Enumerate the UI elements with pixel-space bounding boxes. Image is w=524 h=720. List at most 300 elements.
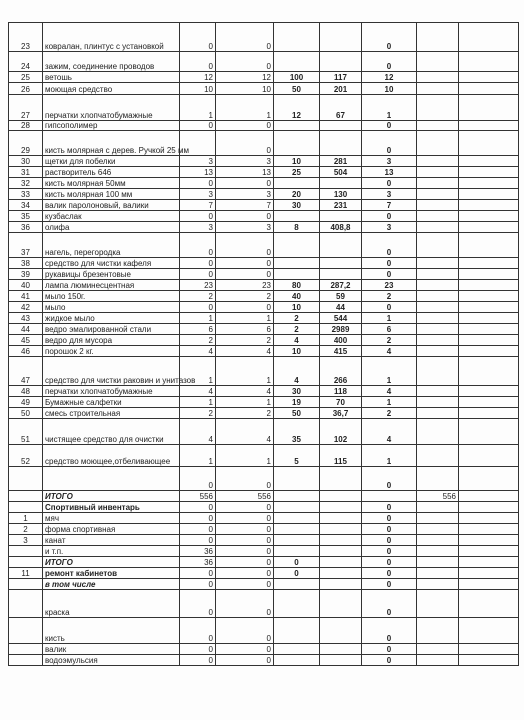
table-row xyxy=(9,258,519,269)
total-value xyxy=(417,644,459,655)
count-value: 19 xyxy=(274,397,320,408)
quantity-actual: 0 xyxy=(216,23,274,52)
quantity-actual: 0 xyxy=(216,557,274,568)
total-value xyxy=(417,167,459,178)
row-number: 29 xyxy=(9,131,43,156)
quantity-planned: 556 xyxy=(180,491,216,502)
extra-cell xyxy=(459,335,519,346)
quantity-actual: 4 xyxy=(216,386,274,397)
price-value: 2989 xyxy=(320,324,362,335)
total-value xyxy=(417,386,459,397)
table-row xyxy=(9,291,519,302)
total-value xyxy=(417,502,459,513)
total-value xyxy=(417,269,459,280)
table-row xyxy=(9,386,519,397)
count-value xyxy=(274,269,320,280)
price-value: 281 xyxy=(320,156,362,167)
count-value xyxy=(274,491,320,502)
count-value xyxy=(274,535,320,546)
quantity-actual: 0 xyxy=(216,131,274,156)
result-value: 0 xyxy=(362,655,417,666)
row-number: 26 xyxy=(9,83,43,95)
total-value xyxy=(417,200,459,211)
item-name: Бумажные салфетки xyxy=(43,397,180,408)
quantity-actual: 4 xyxy=(216,346,274,357)
price-value xyxy=(320,644,362,655)
price-value: 130 xyxy=(320,189,362,200)
price-value: 117 xyxy=(320,72,362,83)
quantity-actual: 0 xyxy=(216,546,274,557)
count-value: 2 xyxy=(274,324,320,335)
item-name: моющая средство xyxy=(43,83,180,95)
extra-cell xyxy=(459,491,519,502)
item-name: порошок 2 кг. xyxy=(43,346,180,357)
result-value: 0 xyxy=(362,258,417,269)
row-number: 32 xyxy=(9,178,43,189)
price-value: 44 xyxy=(320,302,362,313)
row-number xyxy=(9,557,43,568)
row-number: 30 xyxy=(9,156,43,167)
quantity-actual: 1 xyxy=(216,445,274,467)
result-value: 1 xyxy=(362,445,417,467)
count-value: 25 xyxy=(274,167,320,178)
count-value: 80 xyxy=(274,280,320,291)
count-value xyxy=(274,467,320,491)
item-name: жидкое мыло xyxy=(43,313,180,324)
total-value xyxy=(417,524,459,535)
quantity-actual: 2 xyxy=(216,335,274,346)
table-row xyxy=(9,618,519,644)
quantity-actual: 0 xyxy=(216,568,274,579)
quantity-actual: 0 xyxy=(216,233,274,258)
row-number: 41 xyxy=(9,291,43,302)
result-value: 0 xyxy=(362,23,417,52)
price-value xyxy=(320,557,362,568)
quantity-actual: 1 xyxy=(216,95,274,121)
table-row xyxy=(9,131,519,156)
extra-cell xyxy=(459,397,519,408)
quantity-actual: 1 xyxy=(216,357,274,386)
quantity-actual: 7 xyxy=(216,200,274,211)
item-name xyxy=(43,467,180,491)
row-number: 11 xyxy=(9,568,43,579)
table-row xyxy=(9,52,519,72)
table-row xyxy=(9,397,519,408)
price-value xyxy=(320,618,362,644)
quantity-actual: 0 xyxy=(216,618,274,644)
extra-cell xyxy=(459,445,519,467)
result-value: 4 xyxy=(362,386,417,397)
quantity-planned: 2 xyxy=(180,335,216,346)
count-value xyxy=(274,211,320,222)
result-value: 0 xyxy=(362,579,417,590)
count-value: 30 xyxy=(274,386,320,397)
extra-cell xyxy=(459,524,519,535)
table-row xyxy=(9,302,519,313)
total-value xyxy=(417,95,459,121)
quantity-planned: 0 xyxy=(180,655,216,666)
table-row xyxy=(9,167,519,178)
quantity-planned: 7 xyxy=(180,200,216,211)
quantity-actual: 0 xyxy=(216,579,274,590)
total-value xyxy=(417,291,459,302)
count-value xyxy=(274,131,320,156)
count-value: 40 xyxy=(274,291,320,302)
quantity-planned: 0 xyxy=(180,211,216,222)
price-value xyxy=(320,211,362,222)
total-value xyxy=(417,52,459,72)
total-value xyxy=(417,313,459,324)
inventory-table xyxy=(8,22,519,666)
extra-cell xyxy=(459,302,519,313)
extra-cell xyxy=(459,178,519,189)
result-value: 7 xyxy=(362,200,417,211)
count-value xyxy=(274,502,320,513)
item-name: канат xyxy=(43,535,180,546)
quantity-planned: 0 xyxy=(180,269,216,280)
count-value xyxy=(274,644,320,655)
table-row xyxy=(9,200,519,211)
total-value xyxy=(417,590,459,618)
quantity-planned: 1 xyxy=(180,357,216,386)
quantity-actual: 0 xyxy=(216,211,274,222)
result-value: 0 xyxy=(362,233,417,258)
extra-cell xyxy=(459,258,519,269)
extra-cell xyxy=(459,644,519,655)
row-number xyxy=(9,502,43,513)
result-value: 0 xyxy=(362,524,417,535)
item-name: кисть молярная с дерев. Ручкой 25 мм xyxy=(43,131,180,156)
table-row xyxy=(9,23,519,52)
count-value: 10 xyxy=(274,156,320,167)
total-value xyxy=(417,211,459,222)
quantity-planned: 4 xyxy=(180,419,216,445)
result-value: 10 xyxy=(362,83,417,95)
extra-cell xyxy=(459,386,519,397)
table-row xyxy=(9,269,519,280)
total-value xyxy=(417,513,459,524)
count-value: 10 xyxy=(274,346,320,357)
result-value: 6 xyxy=(362,324,417,335)
price-value xyxy=(320,579,362,590)
item-name: рукавицы брезентовые xyxy=(43,269,180,280)
extra-cell xyxy=(459,83,519,95)
quantity-actual: 0 xyxy=(216,121,274,131)
row-number: 38 xyxy=(9,258,43,269)
total-value xyxy=(417,222,459,233)
quantity-actual: 0 xyxy=(216,178,274,189)
total-value xyxy=(417,557,459,568)
quantity-actual: 13 xyxy=(216,167,274,178)
item-name: водоэмульсия xyxy=(43,655,180,666)
extra-cell xyxy=(459,211,519,222)
result-value: 4 xyxy=(362,419,417,445)
total-value xyxy=(417,280,459,291)
extra-cell xyxy=(459,167,519,178)
item-name: средство для чистки раковин и унитазов xyxy=(43,357,180,386)
row-number: 39 xyxy=(9,269,43,280)
quantity-actual: 4 xyxy=(216,419,274,445)
row-number: 37 xyxy=(9,233,43,258)
result-value: 0 xyxy=(362,618,417,644)
price-value xyxy=(320,131,362,156)
count-value xyxy=(274,655,320,666)
price-value xyxy=(320,535,362,546)
result-value: 1 xyxy=(362,95,417,121)
total-value xyxy=(417,357,459,386)
price-value: 59 xyxy=(320,291,362,302)
extra-cell xyxy=(459,655,519,666)
row-number: 34 xyxy=(9,200,43,211)
quantity-planned: 0 xyxy=(180,535,216,546)
table-row xyxy=(9,357,519,386)
price-value: 266 xyxy=(320,357,362,386)
item-name: мяч xyxy=(43,513,180,524)
quantity-planned: 0 xyxy=(180,524,216,535)
row-number: 24 xyxy=(9,52,43,72)
extra-cell xyxy=(459,313,519,324)
count-value: 50 xyxy=(274,83,320,95)
total-value xyxy=(417,568,459,579)
row-number: 49 xyxy=(9,397,43,408)
result-value: 0 xyxy=(362,535,417,546)
row-number: 48 xyxy=(9,386,43,397)
quantity-planned: 4 xyxy=(180,346,216,357)
table-row xyxy=(9,189,519,200)
row-number: 44 xyxy=(9,324,43,335)
quantity-actual: 2 xyxy=(216,291,274,302)
quantity-planned: 4 xyxy=(180,386,216,397)
count-value: 0 xyxy=(274,557,320,568)
result-value: 0 xyxy=(362,302,417,313)
price-value: 102 xyxy=(320,419,362,445)
row-number: 42 xyxy=(9,302,43,313)
total-value xyxy=(417,579,459,590)
item-name: нагель, перегородка xyxy=(43,233,180,258)
quantity-actual: 23 xyxy=(216,280,274,291)
extra-cell xyxy=(459,590,519,618)
quantity-planned: 0 xyxy=(180,233,216,258)
extra-cell xyxy=(459,467,519,491)
row-number: 2 xyxy=(9,524,43,535)
extra-cell xyxy=(459,618,519,644)
row-number: 45 xyxy=(9,335,43,346)
table-row xyxy=(9,178,519,189)
count-value xyxy=(274,121,320,131)
quantity-planned: 0 xyxy=(180,302,216,313)
count-value xyxy=(274,258,320,269)
extra-cell xyxy=(459,131,519,156)
extra-cell xyxy=(459,222,519,233)
quantity-planned: 0 xyxy=(180,258,216,269)
result-value: 13 xyxy=(362,167,417,178)
table-body xyxy=(9,23,519,666)
table-row xyxy=(9,524,519,535)
total-value xyxy=(417,618,459,644)
item-name: гипсополимер xyxy=(43,121,180,131)
price-value: 415 xyxy=(320,346,362,357)
item-name: лампа люминесцентная xyxy=(43,280,180,291)
table-row xyxy=(9,546,519,557)
result-value: 0 xyxy=(362,467,417,491)
extra-cell xyxy=(459,233,519,258)
quantity-planned: 3 xyxy=(180,156,216,167)
table-row xyxy=(9,156,519,167)
price-value: 201 xyxy=(320,83,362,95)
item-name: ветошь xyxy=(43,72,180,83)
extra-cell xyxy=(459,156,519,167)
row-number: 36 xyxy=(9,222,43,233)
table-row xyxy=(9,568,519,579)
quantity-planned: 0 xyxy=(180,121,216,131)
quantity-planned: 6 xyxy=(180,324,216,335)
table-row xyxy=(9,121,519,131)
quantity-planned: 13 xyxy=(180,167,216,178)
result-value: 2 xyxy=(362,335,417,346)
total-value xyxy=(417,324,459,335)
total-value xyxy=(417,335,459,346)
extra-cell xyxy=(459,357,519,386)
table-row xyxy=(9,222,519,233)
quantity-actual: 0 xyxy=(216,52,274,72)
result-value: 0 xyxy=(362,513,417,524)
price-value xyxy=(320,513,362,524)
total-value: 556 xyxy=(417,491,459,502)
row-number xyxy=(9,579,43,590)
item-name: валик паролоновый, валики xyxy=(43,200,180,211)
result-value: 0 xyxy=(362,131,417,156)
row-number: 1 xyxy=(9,513,43,524)
total-value xyxy=(417,23,459,52)
quantity-planned: 2 xyxy=(180,408,216,419)
table-row xyxy=(9,335,519,346)
item-name: ковралан, плинтус с установкой xyxy=(43,23,180,52)
price-value: 36,7 xyxy=(320,408,362,419)
result-value: 0 xyxy=(362,590,417,618)
price-value xyxy=(320,269,362,280)
total-value xyxy=(417,121,459,131)
item-name: форма спортивная xyxy=(43,524,180,535)
table-row xyxy=(9,95,519,121)
extra-cell xyxy=(459,72,519,83)
price-value xyxy=(320,590,362,618)
row-number: 28 xyxy=(9,121,43,131)
total-value xyxy=(417,258,459,269)
result-value: 4 xyxy=(362,346,417,357)
count-value: 10 xyxy=(274,302,320,313)
price-value: 400 xyxy=(320,335,362,346)
quantity-actual: 10 xyxy=(216,83,274,95)
table-row xyxy=(9,644,519,655)
item-name: кузбаслак xyxy=(43,211,180,222)
table-row xyxy=(9,535,519,546)
result-value: 23 xyxy=(362,280,417,291)
row-number: 27 xyxy=(9,95,43,121)
total-value xyxy=(417,467,459,491)
total-value xyxy=(417,302,459,313)
price-value: 67 xyxy=(320,95,362,121)
item-name: и т.п. xyxy=(43,546,180,557)
item-name: перчатки хлопчатобумажные xyxy=(43,386,180,397)
quantity-planned: 0 xyxy=(180,579,216,590)
extra-cell xyxy=(459,121,519,131)
item-name: кисть xyxy=(43,618,180,644)
quantity-planned: 12 xyxy=(180,72,216,83)
row-number: 3 xyxy=(9,535,43,546)
quantity-planned: 0 xyxy=(180,502,216,513)
quantity-planned: 36 xyxy=(180,546,216,557)
result-value: 1 xyxy=(362,313,417,324)
extra-cell xyxy=(459,189,519,200)
quantity-actual: 0 xyxy=(216,644,274,655)
table-row xyxy=(9,513,519,524)
row-number: 35 xyxy=(9,211,43,222)
item-name: зажим, соединение проводов xyxy=(43,52,180,72)
table-row xyxy=(9,233,519,258)
count-value: 30 xyxy=(274,200,320,211)
quantity-planned: 1 xyxy=(180,313,216,324)
result-value: 3 xyxy=(362,222,417,233)
table-row xyxy=(9,467,519,491)
total-value xyxy=(417,178,459,189)
item-name: перчатки хлопчатобумажные xyxy=(43,95,180,121)
result-value: 3 xyxy=(362,156,417,167)
result-value: 0 xyxy=(362,568,417,579)
count-value: 50 xyxy=(274,408,320,419)
quantity-planned: 36 xyxy=(180,557,216,568)
price-value xyxy=(320,491,362,502)
quantity-planned: 0 xyxy=(180,513,216,524)
item-name: олифа xyxy=(43,222,180,233)
price-value: 504 xyxy=(320,167,362,178)
row-number xyxy=(9,644,43,655)
quantity-planned: 1 xyxy=(180,95,216,121)
item-name: ИТОГО xyxy=(43,557,180,568)
quantity-actual: 0 xyxy=(216,524,274,535)
total-value xyxy=(417,156,459,167)
quantity-planned: 23 xyxy=(180,280,216,291)
quantity-actual: 12 xyxy=(216,72,274,83)
row-number xyxy=(9,467,43,491)
item-name: Спортивный инвентарь xyxy=(43,502,180,513)
quantity-actual: 0 xyxy=(216,590,274,618)
row-number: 46 xyxy=(9,346,43,357)
item-name: краска xyxy=(43,590,180,618)
table-row xyxy=(9,445,519,467)
quantity-planned: 0 xyxy=(180,590,216,618)
table-row xyxy=(9,324,519,335)
item-name: кисть молярная 100 мм xyxy=(43,189,180,200)
extra-cell xyxy=(459,408,519,419)
row-number: 25 xyxy=(9,72,43,83)
quantity-planned: 0 xyxy=(180,467,216,491)
extra-cell xyxy=(459,291,519,302)
row-number: 31 xyxy=(9,167,43,178)
count-value xyxy=(274,618,320,644)
result-value: 0 xyxy=(362,121,417,131)
item-name: ИТОГО xyxy=(43,491,180,502)
item-name: мыло xyxy=(43,302,180,313)
quantity-actual: 3 xyxy=(216,222,274,233)
row-number: 23 xyxy=(9,23,43,52)
table-row xyxy=(9,280,519,291)
result-value: 12 xyxy=(362,72,417,83)
price-value: 287,2 xyxy=(320,280,362,291)
table-row xyxy=(9,408,519,419)
total-value xyxy=(417,546,459,557)
extra-cell xyxy=(459,280,519,291)
extra-cell xyxy=(459,568,519,579)
